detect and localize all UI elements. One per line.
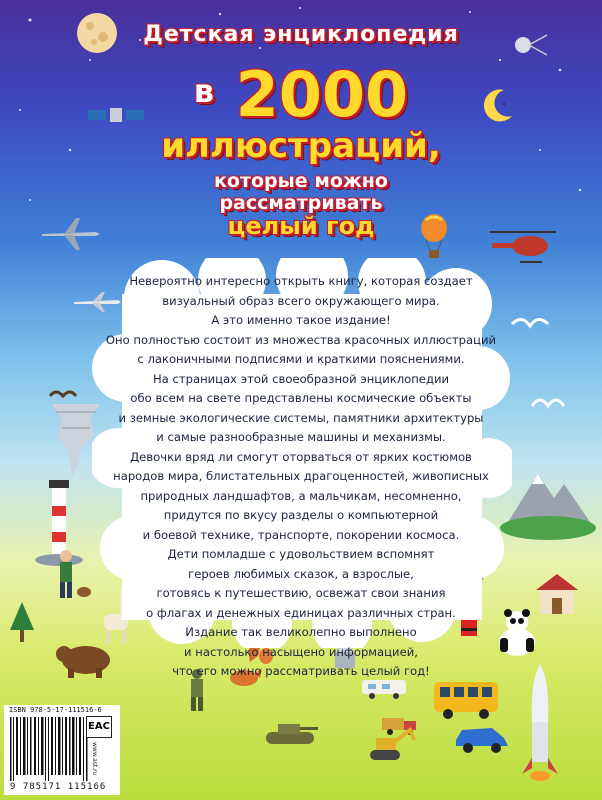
barcode-icon <box>8 717 88 781</box>
cover-title-number-value: 2000 <box>235 58 409 131</box>
house-icon <box>534 572 580 616</box>
person-with-dog-icon <box>52 548 92 600</box>
rocket-icon <box>520 662 560 782</box>
description-line: Оно полностью состоит из множества красочных иллюстраций <box>105 332 497 347</box>
cover-title-line4 <box>0 170 602 214</box>
description-line: что его можно рассматривать целый год! <box>172 664 430 678</box>
eac-mark: EAC <box>86 716 112 738</box>
description-line: о флагах и денежных единицах различных стран. <box>146 605 456 620</box>
description-line: и земные экологические системы, памятники архитектуры <box>118 410 484 425</box>
cover-title-line4b: рассматривать <box>219 192 383 214</box>
book-description <box>96 272 506 682</box>
mountain-island-icon <box>498 462 598 542</box>
description-line: и самые разнообразные машины и механизмы. <box>156 430 446 444</box>
description-line: А это именно такое издание! <box>211 313 391 327</box>
description-line: обо всем на свете представлены космические объекты <box>130 391 472 405</box>
description-line: Невероятно интересно открыть книгу, которая создает <box>129 274 473 288</box>
description-line: Дети помладше с удовольствием вспомнят <box>167 547 435 561</box>
cover-title-line1: Детская энциклопедия <box>143 22 459 47</box>
website-text: www.ast.ru <box>91 742 98 776</box>
description-line: с лаконичными подписями и краткими пояснениями. <box>137 352 465 366</box>
description-line: народов мира, блистательных драгоценностей, живописных <box>113 469 489 483</box>
car-icon <box>452 718 512 754</box>
description-line: визуальный образ всего окружающего мира. <box>162 293 440 308</box>
cover-title-line5: целый год <box>227 212 375 240</box>
excavator-icon <box>366 724 416 764</box>
bird-icon <box>530 390 566 420</box>
tank-icon <box>260 718 320 748</box>
bird-icon <box>510 314 550 338</box>
cover-title-line4a: которые можно <box>214 170 388 192</box>
bus-icon <box>432 676 502 720</box>
description-line: Девочки вряд ли смогут оторваться от ярких костюмов <box>130 449 472 464</box>
cover-title-number <box>0 56 602 130</box>
description-line: героев любимых сказок, а взрослые, <box>188 566 414 581</box>
description-line: придутся по вкусу разделы о компьютерной <box>163 508 439 522</box>
barcode-number: 9 785171 115166 <box>10 782 107 792</box>
description-line: и настолько насыщено информацией, <box>184 644 418 659</box>
isbn-text: ISBN 978-5-17-111516-6 <box>9 706 102 714</box>
description-line: и боевой технике, транспорте, покорении космоса. <box>142 527 460 542</box>
description-line: готовясь к путешествию, освежат свои знания <box>156 586 446 600</box>
tree-icon <box>8 600 36 644</box>
description-line: природных ландшафтов, а мальчикам, несомненно, <box>140 488 462 503</box>
cover-title-prefix: в <box>193 72 215 110</box>
description-line: На страницах этой своеобразной энциклопедии <box>152 371 450 386</box>
cover-title-line3: иллюстраций, <box>161 126 441 166</box>
description-line: Издание так великолепно выполнено <box>185 625 417 639</box>
